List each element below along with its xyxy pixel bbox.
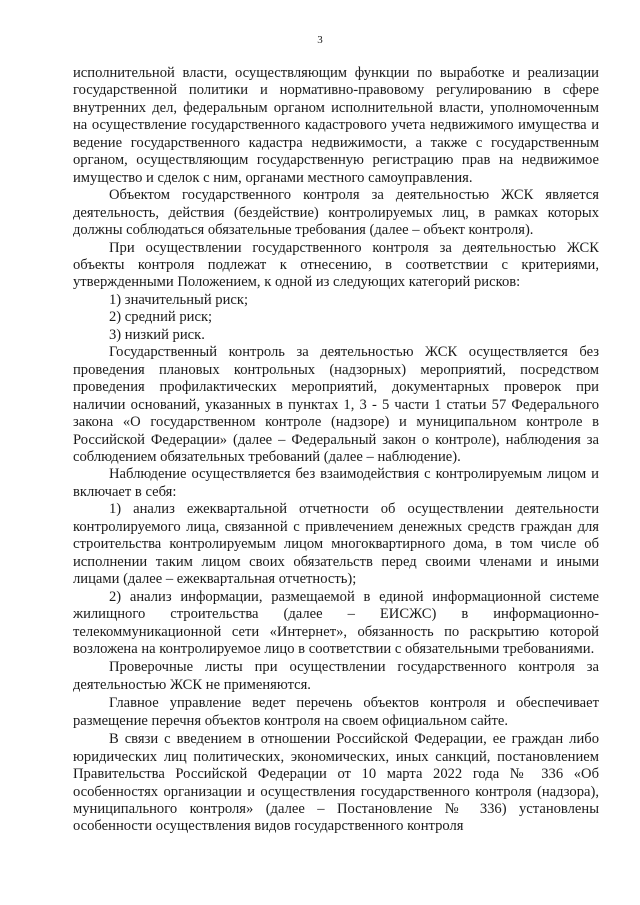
list-item: 2) анализ информации, размещаемой в единой информационной системе жилищного строительства (далее – ЕИСЖС) в информационно-телекоммуникационной сети «Интернет», обязанность по раскрытию которой возложена на контролируемое лицо в соответствии с обязательными требованиями. (73, 588, 599, 657)
paragraph: Государственный контроль за деятельностью ЖСК осуществляется без проведения плановых контрольных (надзорных) мероприятий, посредством проведения профилактических мероприятий, документарных проверок при наличии оснований, указанных в пунктах 1, 3 - 5 части 1 статьи 57 Федерального закона «О государственном контроле (надзоре) и муниципальном контроле в Российской Федерации» (далее – Федеральный закон о контроле), наблюдения за соблюдением обязательных требований (далее – наблюдение). (73, 344, 599, 465)
paragraph: Проверочные листы при осуществлении государственного контроля за деятельностью ЖСК не применяются. (73, 659, 599, 693)
list-item: 2) средний риск; (109, 309, 213, 326)
list-item: 1) анализ ежеквартальной отчетности об осуществлении деятельности контролируемого лица, связанной с привлечением денежных средств граждан для строительства контролируемым лицом многоквартирного дома, в том числе об исполнении таким лицом своих обязательств перед своими членами и иными лицами (далее – ежеквартальная отчетность); (73, 501, 599, 588)
paragraph: исполнительной власти, осуществляющим функции по выработке и реализации государственной политики и нормативно-правовому регулированию в сфере внутренних дел, федеральным органом исполнительной власти, уполномоченным на осуществление государственного кадастрового учета недвижимого имущества и ведение государственного кадастра недвижимости, а также с государственным органом, осуществляющим государственную регистрацию прав на недвижимое имущество и сделок с ним, органами местного самоуправления. (73, 65, 599, 186)
paragraph: В связи с введением в отношении Российской Федерации, ее граждан либо юридических лиц политических, экономических, иных санкций, постановлением Правительства Российской Федерации от 10 марта 2022 года № 336 «Об особенностях организации и осуществления государственного контроля (надзора), муниципального контроля» (далее – Постановление № 336) установлены особенности осуществления видов государственного контроля (73, 731, 599, 835)
list-item: 3) низкий риск. (109, 326, 205, 343)
document-body (73, 65, 599, 836)
paragraph: Объектом государственного контроля за деятельностью ЖСК является деятельность, действия (бездействие) контролируемых лиц, в рамках которых должны соблюдаться обязательные требования (далее – объект контроля). (73, 187, 599, 239)
list-item: 1) значительный риск; (109, 291, 249, 308)
paragraph: При осуществлении государственного контроля за деятельностью ЖСК объекты контроля подлежат к отнесению, в соответствии с критериями, утвержденными Положением, к одной из следующих категорий рисков: (73, 239, 599, 291)
paragraph: Наблюдение осуществляется без взаимодействия с контролируемым лицом и включает в себя: (73, 466, 599, 500)
paragraph: Главное управление ведет перечень объектов контроля и обеспечивает размещение перечня объектов контроля на своем официальном сайте. (73, 695, 599, 729)
page-number: 3 (317, 34, 323, 46)
